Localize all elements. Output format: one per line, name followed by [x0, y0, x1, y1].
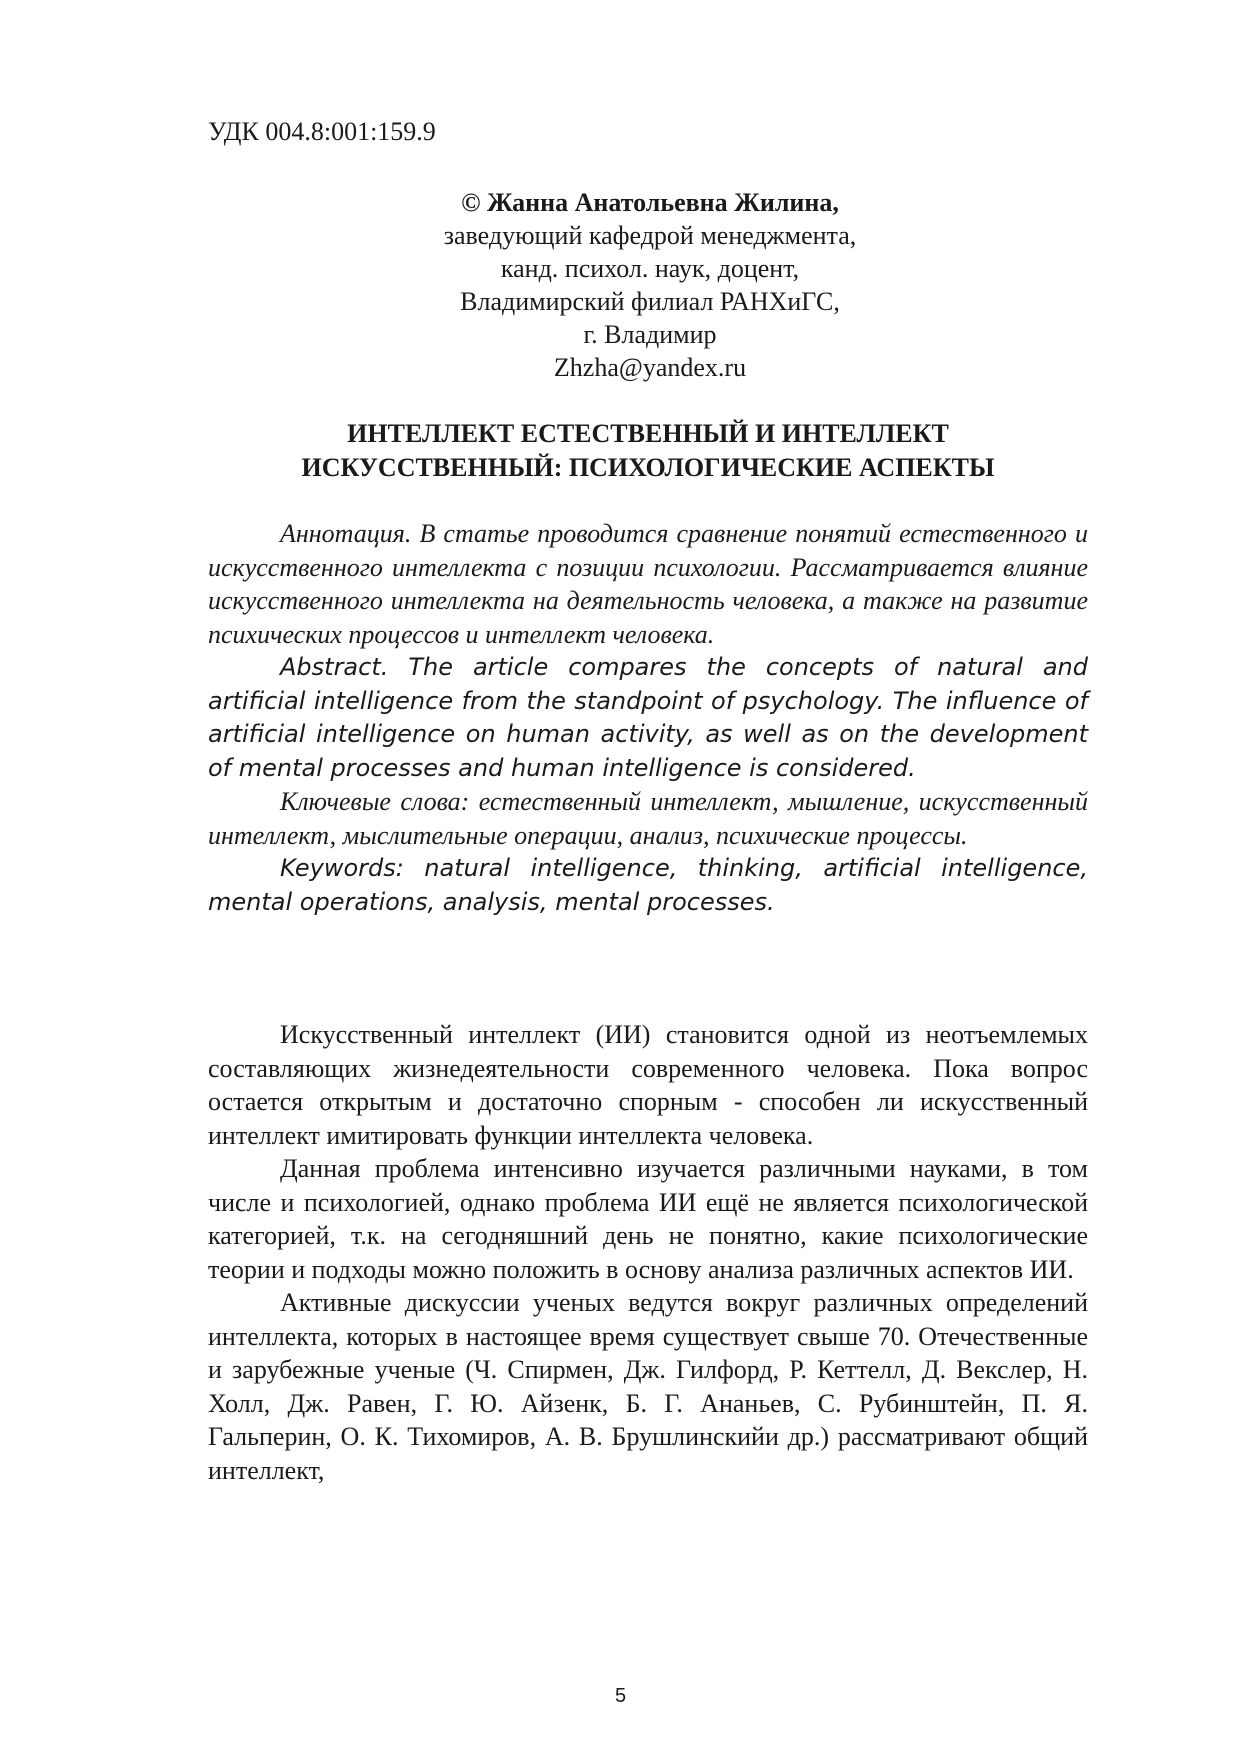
author-email[interactable]: Zhzha@yandex.ru: [553, 353, 747, 382]
body-paragraph-1: Искусственный интеллект (ИИ) становится одной из неотъемлемых составляющих жизнедеятельности современного человека. Пока вопрос остается открытым и достаточно спорным - способен ли искусственный интеллект имитировать функции интеллекта человека.: [208, 1020, 1088, 1150]
abstract-text: The article compares the concepts of natural and artificial intelligence from the standpoint of psychology. The influence of artificial intelligence on human activity, as well as on the development of mental processes and human intelligence is considered.: [208, 653, 1088, 782]
author-block: [390, 186, 910, 384]
author-city: г. Владимир: [583, 320, 717, 349]
page-number: 5: [614, 1685, 627, 1707]
keywords-ru: Ключевые слова: естественный интеллект, мышление, искусственный интеллект, мыслительные операции, анализ, психические процессы.: [208, 787, 1088, 850]
annotations-section: [208, 517, 1088, 919]
article-title: [208, 417, 1088, 485]
annotation-ru: Аннотация. В статье проводится сравнение понятий естественного и искусственного интеллекта с позиции психологии. Рассматривается влияние искусственного интеллекта на деятельность человека, а также на развитие психических процессов и интеллект человека.: [208, 519, 1088, 649]
abstract-label: Abstract.: [280, 653, 389, 681]
author-name: © Жанна Анатольевна Жилина,: [461, 188, 839, 217]
keywords-en: Keywords: natural intelligence, thinking, artificial intelligence, mental operations, analysis, mental processes.: [208, 854, 1088, 916]
udk-code: УДК 004.8:001:159.9: [208, 117, 436, 146]
main-text: [208, 1018, 1088, 1487]
body-paragraph-2: Данная проблема интенсивно изучается различными науками, в том числе и психологией, однако проблема ИИ ещё не является психологической категорией, т.к. на сегодняшний день не понятно, какие психологические теории и подходы можно положить в основу анализа различных аспектов ИИ.: [208, 1154, 1088, 1284]
author-degree: канд. психол. наук, доцент,: [500, 254, 800, 283]
abstract-en: [208, 651, 1088, 785]
body-paragraph-3: Активные дискуссии ученых ведутся вокруг различных определений интеллекта, которых в настоящее время существует свыше 70. Отечественные и зарубежные ученые (Ч. Спирмен, Дж. Гилфорд, Р. Кеттелл, Д. Векслер, Н. Холл, Дж. Равен, Г. Ю. Айзенк, Б. Г. Ананьев, С. Рубинштейн, П. Я. Гальперин, О. К. Тихомиров, А. В. Брушлинскийи др.) рассматривают общий интеллект,: [208, 1288, 1088, 1485]
author-affiliation: Владимирский филиал РАНХиГС,: [460, 287, 840, 316]
article-title-line-1: ИНТЕЛЛЕКТ ЕСТЕСТВЕННЫЙ И ИНТЕЛЛЕКТ: [347, 419, 949, 448]
article-title-line-2: ИСКУССТВЕННЫЙ: ПСИХОЛОГИЧЕСКИЕ АСПЕКТЫ: [301, 453, 995, 482]
author-position: заведующий кафедрой менеджмента,: [443, 221, 857, 250]
